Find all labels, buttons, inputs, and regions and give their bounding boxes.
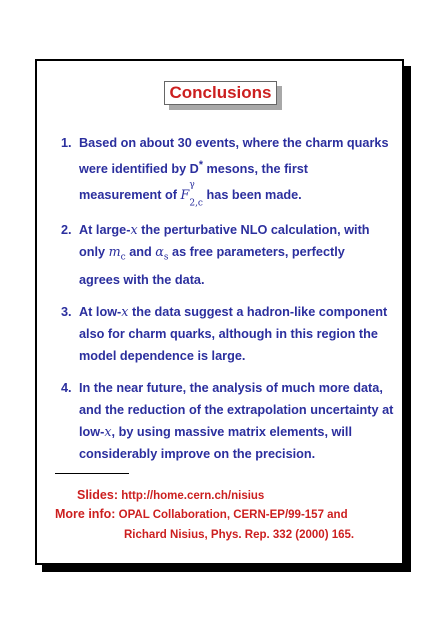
item-text: In the near future, the analysis of much more data, and the reduction of the extrapolation uncertainty at low-x, by using massive matrix elements, will considerably improve on the precision. — [79, 380, 394, 461]
slide-title: Conclusions — [164, 81, 277, 105]
more-info-line1: OPAL Collaboration, CERN-EP/99-157 and — [118, 509, 348, 521]
title-container — [164, 81, 277, 105]
slides-url-link[interactable]: http://home.cern.ch/nisius — [121, 490, 265, 502]
more-info-line2: Richard Nisius, Phys. Rep. 332 (2000) 165. — [124, 529, 355, 541]
item-text: At low-x the data suggest a hadron-like component also for charm quarks, although in this region the model dependence is large. — [79, 303, 388, 363]
math-f2c-gamma: $F^\gamma$ $_{2,c}$ — [180, 180, 203, 209]
item-number: 2. — [61, 223, 72, 237]
item-text: At large-x the perturbative NLO calculation, with only $m_c$ and $\alpha_s$ as free parameters, perfectly agrees with the data. — [79, 222, 370, 287]
conclusions-list — [37, 132, 399, 475]
list-item — [37, 219, 399, 291]
slide-frame — [35, 59, 404, 565]
list-item — [37, 377, 399, 465]
slides-label: Slides: — [77, 488, 118, 502]
footnote-rule — [55, 473, 129, 474]
list-item — [37, 301, 399, 367]
more-info-label: More info: — [55, 507, 116, 521]
list-item — [37, 132, 399, 209]
item-text: Based on about 30 events, where the charm quarks were identified by D* mesons, the first measurement of $F^\gamma$ $_{2,c}$ has been made. — [79, 136, 389, 209]
item-number: 3. — [61, 304, 72, 319]
item-number: 1. — [61, 136, 72, 150]
item-number: 4. — [61, 380, 72, 395]
